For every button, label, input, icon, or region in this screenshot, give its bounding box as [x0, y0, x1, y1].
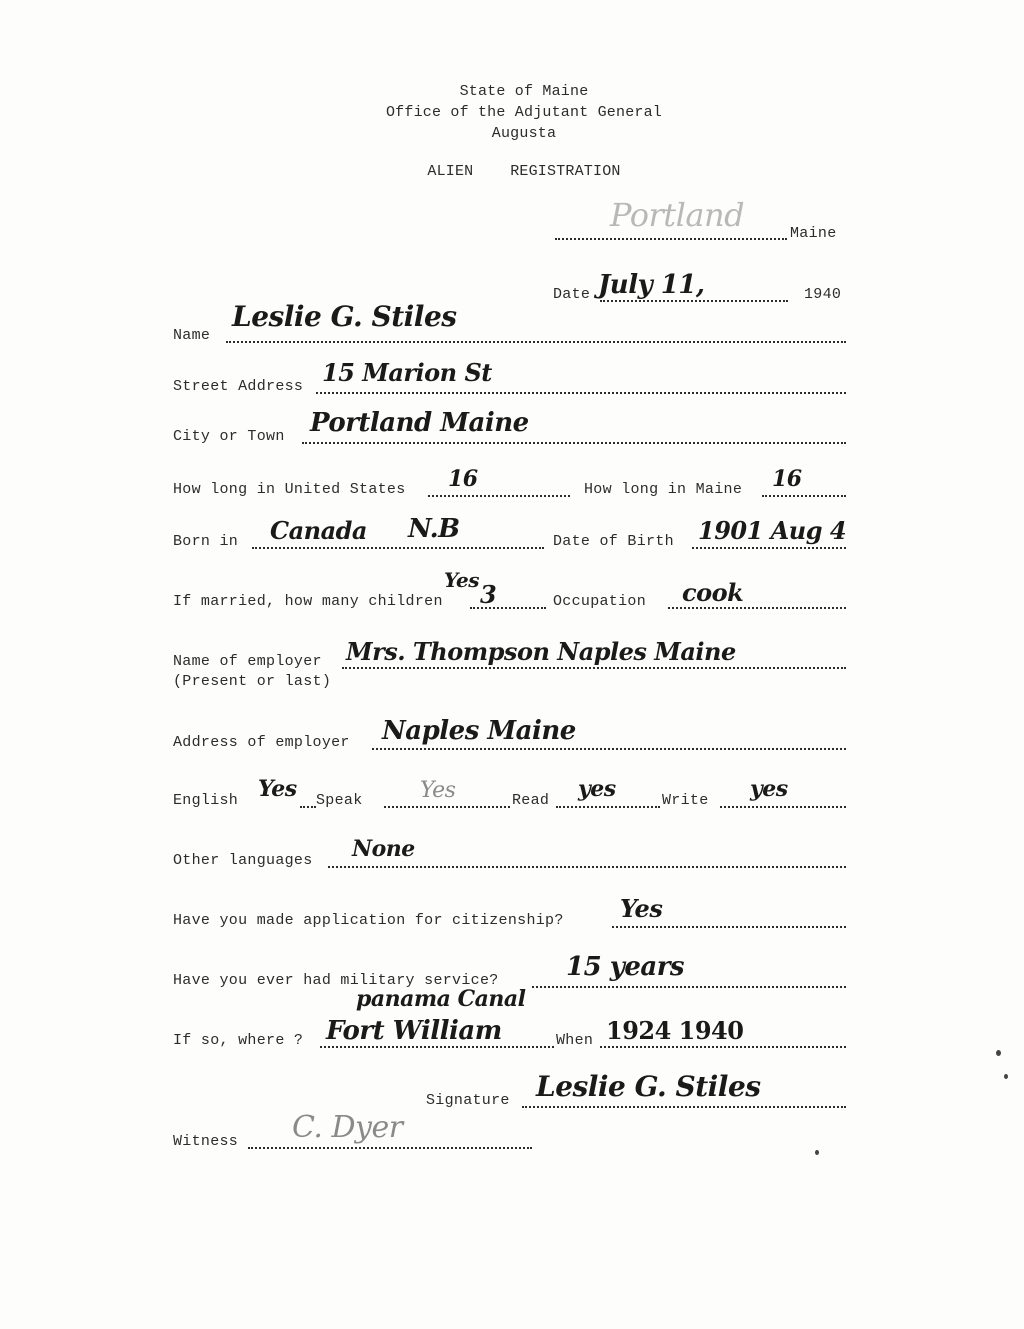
street-dotted-line — [316, 390, 846, 394]
signature-dotted-line — [522, 1104, 846, 1108]
read-dotted-line — [556, 804, 660, 808]
date-value: July 11, — [598, 270, 705, 300]
dob-label: Date of Birth — [553, 533, 674, 550]
write-value: yes — [750, 776, 788, 802]
english-label: English — [173, 792, 239, 809]
employer-address-value: Naples Maine — [382, 716, 576, 746]
citizenship-dotted-line — [612, 924, 846, 928]
date-year: 1940 — [804, 286, 842, 303]
maine-duration-value: 16 — [772, 466, 802, 492]
office-heading: Office of the Adjutant General — [385, 104, 663, 121]
form-title: ALIEN REGISTRATION — [427, 163, 621, 180]
birthplace-value: Canada — [270, 516, 367, 545]
english-value: Yes — [258, 776, 297, 802]
employer-label: Name of employer — [173, 653, 322, 670]
signature-value: Leslie G. Stiles — [536, 1070, 761, 1103]
read-value: yes — [578, 776, 616, 802]
english-dotted-line — [300, 804, 316, 808]
city-heading: Augusta — [491, 125, 557, 142]
occupation-value: cook — [682, 578, 744, 607]
employer-value: Mrs. Thompson Naples Maine — [346, 637, 736, 666]
when-value: 1924 1940 — [606, 1016, 744, 1045]
military-label: Have you ever had military service? — [173, 972, 499, 989]
maine-duration-dotted-line — [762, 493, 846, 497]
place-suffix: Maine — [790, 225, 837, 242]
write-label: Write — [662, 792, 709, 809]
witness-label: Witness — [173, 1133, 239, 1150]
speak-dotted-line — [384, 804, 510, 808]
birthplace-province: N.B — [408, 514, 460, 544]
place-dotted-line — [555, 236, 787, 240]
witness-value: C. Dyer — [292, 1110, 403, 1145]
dob-value: 1901 Aug 4 — [698, 516, 847, 545]
name-label: Name — [173, 327, 211, 344]
city-value: Portland Maine — [310, 408, 529, 438]
military-value: 15 years — [566, 952, 685, 982]
state-heading: State of Maine — [459, 83, 589, 100]
other-languages-dotted-line — [328, 864, 846, 868]
us-duration-dotted-line — [428, 493, 570, 497]
where-label: If so, where ? — [173, 1032, 304, 1049]
dob-dotted-line — [692, 545, 846, 549]
scan-speck — [1004, 1074, 1008, 1079]
other-languages-label: Other languages — [173, 852, 313, 869]
read-label: Read — [512, 792, 550, 809]
street-value: 15 Marion St — [322, 358, 492, 387]
other-languages-value: None — [352, 836, 415, 862]
speak-label: Speak — [316, 792, 363, 809]
us-duration-value: 16 — [448, 466, 478, 492]
date-label: Date — [553, 286, 591, 303]
name-dotted-line — [226, 339, 846, 343]
place-value: Portland — [610, 196, 745, 234]
city-label: City or Town — [173, 428, 285, 445]
occupation-label: Occupation — [553, 593, 647, 610]
employer-sublabel: (Present or last) — [173, 673, 332, 690]
married-value: Yes — [444, 568, 480, 592]
children-label: If married, how many children — [173, 593, 443, 610]
citizenship-label: Have you made application for citizenship? — [173, 912, 564, 929]
scan-speck — [815, 1150, 819, 1155]
write-dotted-line — [720, 804, 846, 808]
street-label: Street Address — [173, 378, 304, 395]
city-dotted-line — [302, 440, 846, 444]
maine-duration-label: How long in Maine — [584, 481, 743, 498]
birthplace-dotted-line — [252, 545, 544, 549]
scan-speck — [996, 1050, 1001, 1056]
employer-address-dotted-line — [372, 746, 846, 750]
employer-address-label: Address of employer — [173, 734, 350, 751]
name-value: Leslie G. Stiles — [232, 300, 457, 333]
us-duration-label: How long in United States — [173, 481, 406, 498]
where-value: Fort William — [326, 1016, 502, 1046]
witness-dotted-line — [248, 1145, 532, 1149]
where-value-above: panama Canal — [356, 986, 526, 1012]
speak-value: Yes — [420, 778, 456, 803]
citizenship-value: Yes — [620, 894, 663, 923]
military-dotted-line — [532, 984, 846, 988]
children-value: 3 — [480, 580, 497, 609]
signature-label: Signature — [426, 1092, 510, 1109]
birthplace-label: Born in — [173, 533, 239, 550]
when-label: When — [556, 1032, 594, 1049]
